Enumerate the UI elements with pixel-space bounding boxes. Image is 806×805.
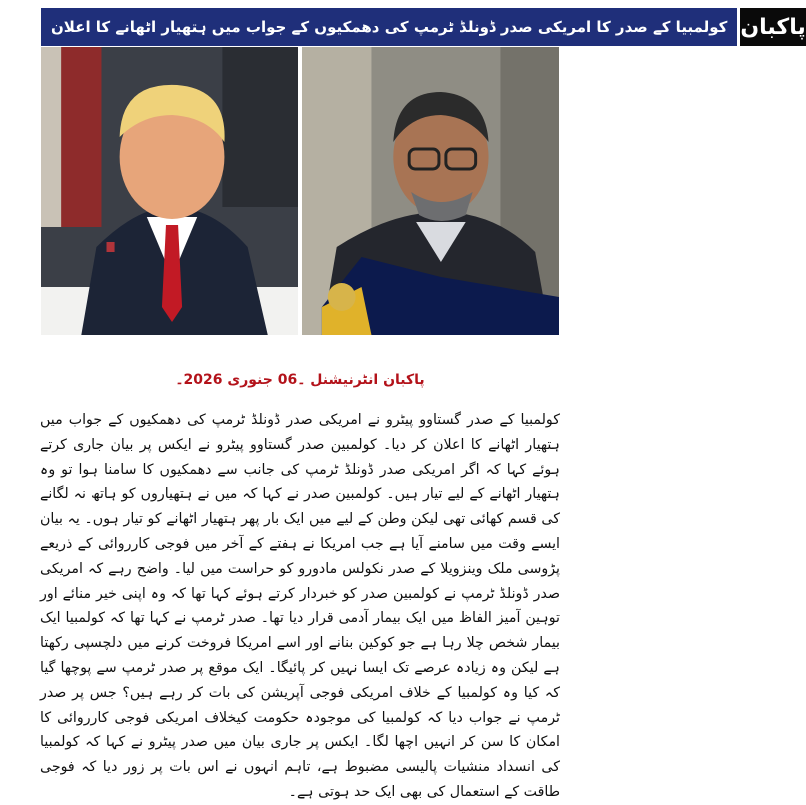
- article-body: [40, 408, 560, 805]
- brand-label: پاکبان: [740, 14, 806, 40]
- article-header: [41, 8, 806, 46]
- left-photo: [41, 47, 298, 335]
- headline-bar: [41, 8, 737, 46]
- headline: کولمبیا کے صدر کا امریکی صدر ڈونلڈ ٹرمپ کی دھمکیوں کے جواب میں ہتھیار اٹھانے کا اعلان: [51, 18, 728, 36]
- dateline: پاکبان انٹرنیشنل ۔06 جنوری 2026۔: [175, 372, 425, 388]
- article-paragraph: کولمبیا کے صدر گستاوو پیٹرو نے امریکی صدر ڈونلڈ ٹرمپ کی دھمکیوں کے جواب میں ہتھیار اٹھانے کا اعلان کر دیا۔ کولمبین صدر گستاوو پیٹرو نے ایکس پر بیان جاری کرتے ہوئے کہا کہ اگر امریکی صدر ڈونلڈ ٹرمپ کی جانب سے دھمکیوں کا سامنا ہوا تو وہ ہتھیار اٹھانے کے لیے تیار ہیں۔ کولمبین صدر نے کہا کہ میں نے ہتھیاروں کو ہاتھ نہ لگانے کی قسم کھائی تھی لیکن وطن کے لیے میں ایک بار پھر ہتھیار اٹھانے کو تیار ہوں۔ یہ بیان ایسے وقت میں سامنے آیا ہے جب امریکا نے ہفتے کے آخر میں فوجی کارروائی کے ذریعے پڑوسی ملک وینزویلا کے صدر نکولس مادورو کو حراست میں لیا۔ واضح رہے کہ امریکی صدر ڈونلڈ ٹرمپ نے کولمبین صدر کو خبردار کرتے ہوئے کہا تھا کہ وہ اپنی خیر منائے اور توہین آمیز الفاظ میں ایک بیمار آدمی قرار دیا تھا۔ صدر ٹرمپ نے کہا تھا کہ کولمبیا ایک بیمار شخص چلا رہا ہے جو کوکین بنانے اور اسے امریکا فروخت کرنے میں دلچسپی رکھتا ہے لیکن وہ زیادہ عرصے تک ایسا نہیں کر پائیگا۔ ایک موقع پر صدر ٹرمپ سے پوچھا گیا کہ کیا وہ کولمبیا کے خلاف امریکی فوجی آپریشن کی بات کر رہے ہیں؟ جس پر صدر ٹرمپ نے جواب دیا کہ کولمبیا کی موجودہ حکومت کیخلاف امریکی فوجی کارروائی کا امکان کا سن کر انہیں اچھا لگا۔ ایکس پر جاری بیان میں صدر پیٹرو نے کہا کہ کولمبیا کی انسداد منشیات پالیسی مضبوط ہے، تاہم انہوں نے اس بات پر زور دیا کہ فوجی طاقت کے استعمال کی بھی ایک حد ہوتی ہے۔: [40, 412, 560, 800]
- portrait-photo-icon: [41, 47, 298, 335]
- photo-strip: [41, 47, 559, 335]
- podium-speaker-photo-icon: [302, 47, 559, 335]
- right-photo: [302, 47, 559, 335]
- brand-logo: [737, 8, 805, 46]
